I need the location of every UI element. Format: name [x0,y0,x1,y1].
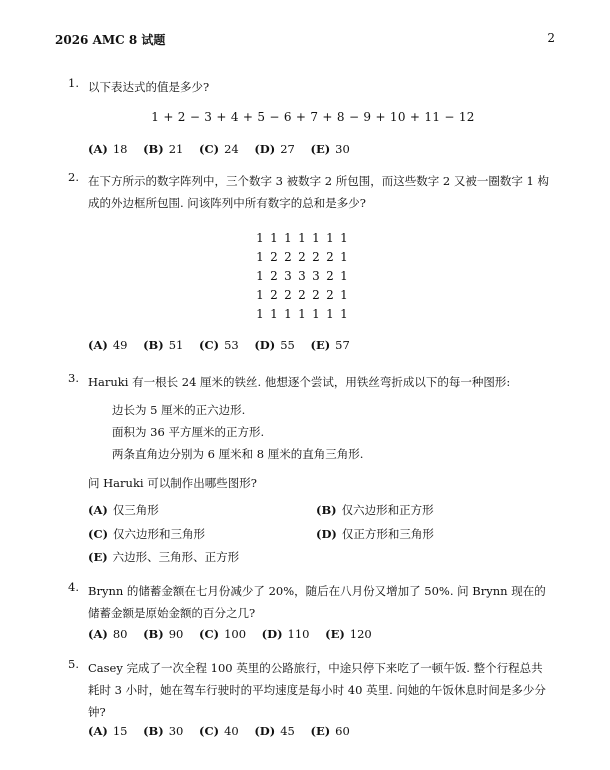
choice-b: (B) 21 [143,142,184,156]
choice-e: (E) 57 [310,338,350,352]
choice-c: (C) 24 [199,142,239,156]
choice-a: (A) 80 [88,627,128,641]
question-line: Brynn 的储蓄金额在七月份减少了 20%，随后在八月份又增加了 50%. 问 Brynn 现在的 [88,584,546,598]
choice-d: (D) 27 [254,142,295,156]
choice-b: (B) 90 [143,627,184,641]
choice-b: (B) 51 [143,338,184,352]
choice-d: (D) 45 [254,724,295,738]
shape-item: 面积为 36 平方厘米的正方形. [112,425,265,439]
problem-number: 1. [68,76,79,90]
choice-e: (E) 30 [310,142,350,156]
choice-d: (D) 55 [254,338,295,352]
shape-list [112,399,363,465]
answer-choices [88,627,384,641]
page-header-title: 2026 AMC 8 试题 [55,33,166,47]
question-line: Casey 完成了一次全程 100 英里的公路旅行，中途只停下来吃了一顿午饭. 整个行程总共 [88,661,543,675]
choice-b: (B) 30 [143,724,184,738]
array-row: 1 1 1 1 1 1 1 [256,306,348,321]
problem-number: 4. [68,580,79,594]
shape-item: 两条直角边分别为 6 厘米和 8 厘米的直角三角形. [112,447,364,461]
problem-question: Haruki 有一根长 24 厘米的铁丝. 他想逐个尝试，用铁丝弯折成以下的每一种图形: [88,375,511,389]
answer-choices [88,724,362,738]
choice-d: (D) 110 [261,627,310,641]
choice-d: (D) 仅正方形和三角形 [316,527,434,541]
array-row: 1 2 2 2 2 2 1 [256,249,348,264]
answer-choices [88,338,362,352]
choice-b: (B) 仅六边形和正方形 [316,503,434,517]
array-row: 1 2 3 3 3 2 1 [256,268,348,283]
problem-number: 5. [68,657,79,671]
shape-item: 边长为 5 厘米的正六边形. [112,403,246,417]
question-line: 钟? [88,705,106,719]
problem-question: 以下表达式的值是多少? [88,80,210,94]
choice-a: (A) 49 [88,338,128,352]
choice-c: (C) 40 [199,724,239,738]
math-expression: 1 + 2 − 3 + 4 + 5 − 6 + 7 + 8 − 9 + 10 + 11 − 12 [151,110,475,124]
choice-e: (E) 120 [325,627,372,641]
choice-e: (E) 六边形、三角形、正方形 [88,550,240,564]
question-line: 储蓄金额是原始金额的百分之几? [88,606,256,620]
question-line: 耗时 3 小时，她在驾车行驶时的平均速度是每小时 40 英里. 问她的午饭休息时间是多少分 [88,683,546,697]
choice-a: (A) 仅三角形 [88,503,159,517]
problem-number: 2. [68,170,79,184]
page-number: 2 [547,31,555,45]
choice-c: (C) 100 [199,627,247,641]
array-row: 1 1 1 1 1 1 1 [256,230,348,245]
answer-choices [88,142,362,156]
choice-a: (A) 18 [88,142,128,156]
array-row: 1 2 2 2 2 2 1 [256,287,348,302]
choice-c: (C) 仅六边形和三角形 [88,527,206,541]
choice-a: (A) 15 [88,724,128,738]
problem-prompt: 问 Haruki 可以制作出哪些图形? [88,476,257,490]
choice-c: (C) 53 [199,338,239,352]
number-array [253,228,351,323]
problem-number: 3. [68,371,79,385]
choice-e: (E) 60 [310,724,350,738]
question-line: 成的外边框所包围. 问该阵列中所有数字的总和是多少? [88,196,366,210]
question-line: 在下方所示的数字阵列中，三个数字 3 被数字 2 所包围，而这些数字 2 又被一圈数字 1 构 [88,174,550,188]
